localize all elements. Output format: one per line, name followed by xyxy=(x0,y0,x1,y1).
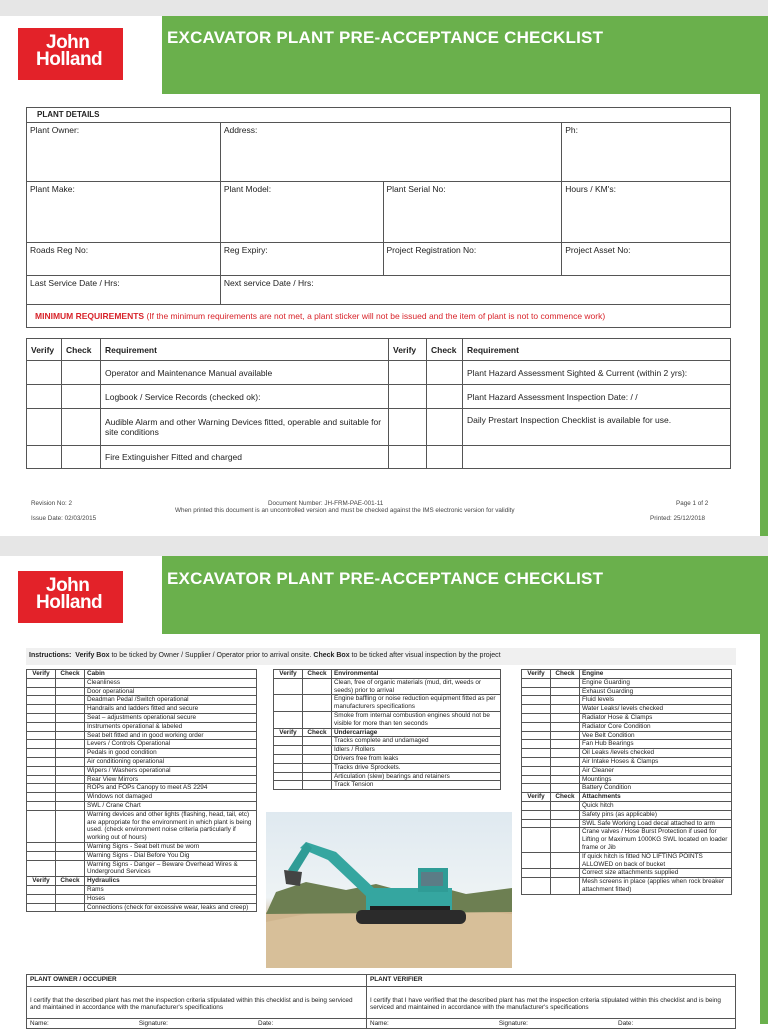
checklist-item: Seat belt fitted and in good working order xyxy=(85,731,257,740)
verify-box[interactable] xyxy=(27,696,56,705)
check-box[interactable] xyxy=(56,678,85,687)
check-box[interactable] xyxy=(56,793,85,802)
checklist-item: ROPs and FOPs Canopy to meet AS 2294 xyxy=(85,784,257,793)
header-green-bar xyxy=(162,556,760,634)
check-box[interactable] xyxy=(551,801,580,810)
checklist-row xyxy=(274,737,501,746)
check-box[interactable] xyxy=(303,763,332,772)
check-box[interactable] xyxy=(56,775,85,784)
checklist-row xyxy=(27,705,257,714)
check-box[interactable] xyxy=(56,784,85,793)
check-header: Check xyxy=(56,877,85,886)
verify-box[interactable] xyxy=(27,860,56,877)
check-box[interactable] xyxy=(56,903,85,912)
verify-box[interactable] xyxy=(27,713,56,722)
verify-box[interactable] xyxy=(389,361,427,385)
checklist-row xyxy=(274,772,501,781)
req-item: Fire Extinguisher Fitted and charged xyxy=(101,446,389,469)
verifier-certification: I certify that I have verified that the described plant has met the inspection criteria stipulated within this checklist and is being serviced and maintained in accordance with the manufacturer's specifications xyxy=(367,987,736,1019)
checklist-item: Fan Hub Bearings xyxy=(580,740,732,749)
check-box[interactable] xyxy=(56,749,85,758)
verify-box[interactable] xyxy=(27,784,56,793)
req-item xyxy=(463,446,731,469)
section-header-row xyxy=(522,793,732,802)
checklist-row xyxy=(27,860,257,877)
check-box[interactable] xyxy=(427,361,463,385)
checklist-item: Handrails and ladders fitted and secure xyxy=(85,705,257,714)
plant-make-field[interactable]: Plant Make: xyxy=(27,182,221,243)
check-box[interactable] xyxy=(56,713,85,722)
verify-box[interactable] xyxy=(522,696,551,705)
last-service-field[interactable]: Last Service Date / Hrs: xyxy=(27,276,221,305)
reg-expiry-field[interactable]: Reg Expiry: xyxy=(220,243,383,276)
printed-date: Printed: 25/12/2018 xyxy=(650,515,705,522)
checklist-row xyxy=(522,810,732,819)
verify-box[interactable] xyxy=(274,678,303,695)
checklist-item: SWL Safe Working Load decal attached to arm xyxy=(580,819,732,828)
check-box[interactable] xyxy=(303,746,332,755)
attachments-heading: Attachments xyxy=(580,793,732,802)
check-box[interactable] xyxy=(551,819,580,828)
undercarriage-heading: Undercarriage xyxy=(332,728,501,737)
checklist-item: Instruments operational & labeled xyxy=(85,722,257,731)
verify-box[interactable] xyxy=(522,731,551,740)
john-holland-logo: John Holland xyxy=(18,28,123,80)
right-green-edge xyxy=(760,556,768,1024)
issue-date: Issue Date: 02/03/2015 xyxy=(31,515,97,522)
uncontrolled-note: When printed this document is an uncontrolled version and must be checked against the IMS electronic version for validity xyxy=(175,507,515,514)
checklist-item: Articulation (slew) bearings and retainers xyxy=(332,772,501,781)
checklist-row xyxy=(27,885,257,894)
verify-box[interactable] xyxy=(522,687,551,696)
check-box[interactable] xyxy=(551,775,580,784)
verify-box[interactable] xyxy=(389,446,427,469)
checklist-row xyxy=(274,763,501,772)
checklist-item: Crane valves / Hose Burst Protection if used for Lifting or Maximum 1000KG SWL located on loader frame or Jib xyxy=(580,828,732,852)
checklist-row xyxy=(27,740,257,749)
check-box[interactable] xyxy=(56,851,85,860)
check-box[interactable] xyxy=(551,810,580,819)
verify-box[interactable] xyxy=(27,851,56,860)
check-box[interactable] xyxy=(551,757,580,766)
verify-box[interactable] xyxy=(27,385,62,409)
check-box[interactable] xyxy=(56,860,85,877)
checklist-item: Air Cleaner xyxy=(580,766,732,775)
check-box[interactable] xyxy=(62,446,101,469)
excavator-photo xyxy=(266,812,512,968)
verify-box[interactable] xyxy=(27,810,56,842)
check-box[interactable] xyxy=(551,749,580,758)
verify-box[interactable] xyxy=(274,772,303,781)
verify-header: Verify xyxy=(274,670,303,679)
check-header: Check xyxy=(427,339,463,361)
check-box[interactable] xyxy=(551,705,580,714)
checklist-row xyxy=(522,766,732,775)
checklist-row xyxy=(27,696,257,705)
checklist-row xyxy=(522,869,732,878)
checklist-row xyxy=(27,775,257,784)
checklist-item: Wipers / Washers operational xyxy=(85,766,257,775)
check-box[interactable] xyxy=(56,705,85,714)
verify-box[interactable] xyxy=(522,740,551,749)
verify-header: Verify xyxy=(274,728,303,737)
checklist-row xyxy=(274,746,501,755)
checklist-row xyxy=(522,852,732,869)
verify-box[interactable] xyxy=(27,757,56,766)
check-box[interactable] xyxy=(56,885,85,894)
verify-box[interactable] xyxy=(27,801,56,810)
checklist-item: Safety pins (as applicable) xyxy=(580,810,732,819)
checklist-row xyxy=(27,766,257,775)
verify-box[interactable] xyxy=(27,775,56,784)
checklist-row xyxy=(27,687,257,696)
checklist-row xyxy=(27,757,257,766)
verify-box[interactable] xyxy=(522,784,551,793)
check-box[interactable] xyxy=(303,772,332,781)
check-box[interactable] xyxy=(551,713,580,722)
check-box[interactable] xyxy=(56,801,85,810)
verify-header: Verify xyxy=(27,877,56,886)
check-box[interactable] xyxy=(303,695,332,712)
check-header: Check xyxy=(303,728,332,737)
check-box[interactable] xyxy=(56,894,85,903)
verify-header: Verify xyxy=(522,670,551,679)
check-box[interactable] xyxy=(62,361,101,385)
checklist-item: Fluid levels xyxy=(580,696,732,705)
checklist-row xyxy=(522,819,732,828)
document-number: Document Number: JH-FRM-PAE-001-11 xyxy=(268,500,384,507)
checklist-row xyxy=(27,784,257,793)
checklist-item: Idlers / Rollers xyxy=(332,746,501,755)
verify-box[interactable] xyxy=(522,766,551,775)
check-box[interactable] xyxy=(303,711,332,728)
requirement-header: Requirement xyxy=(463,339,731,361)
page-title: EXCAVATOR PLANT PRE-ACCEPTANCE CHECKLIST xyxy=(167,569,604,588)
check-box[interactable] xyxy=(427,409,463,446)
checklist-item: Levers / Controls Operational xyxy=(85,740,257,749)
verifier-heading: PLANT VERIFIER xyxy=(367,975,736,987)
checklist-row xyxy=(27,749,257,758)
checklist-item: Air Intake Hoses & Clamps xyxy=(580,757,732,766)
check-box[interactable] xyxy=(56,687,85,696)
req-item: Operator and Maintenance Manual available xyxy=(101,361,389,385)
check-header: Check xyxy=(551,670,580,679)
checklist-item: Oil Leaks /levels checked xyxy=(580,749,732,758)
checklist-item: Pedals in good condition xyxy=(85,749,257,758)
checklist-item: Tracks complete and undamaged xyxy=(332,737,501,746)
checklist-item: Vee Belt Condition xyxy=(580,731,732,740)
check-box[interactable] xyxy=(62,409,101,446)
check-box[interactable] xyxy=(551,722,580,731)
check-box[interactable] xyxy=(56,722,85,731)
verify-box[interactable] xyxy=(274,781,303,790)
checklist-row xyxy=(274,754,501,763)
project-reg-field[interactable]: Project Registration No: xyxy=(383,243,562,276)
check-box[interactable] xyxy=(551,869,580,878)
verify-box[interactable] xyxy=(27,722,56,731)
checklist-row xyxy=(27,731,257,740)
checklist-row xyxy=(27,903,257,912)
engine-heading: Engine xyxy=(580,670,732,679)
check-header: Check xyxy=(303,670,332,679)
check-box[interactable] xyxy=(303,754,332,763)
verify-header: Verify xyxy=(389,339,427,361)
checklist-row xyxy=(27,810,257,842)
verify-box[interactable] xyxy=(522,801,551,810)
verify-box[interactable] xyxy=(389,409,427,446)
checklist-row xyxy=(522,705,732,714)
check-header: Check xyxy=(551,793,580,802)
revision-no: Revision No: 2 xyxy=(31,500,72,507)
verify-box[interactable] xyxy=(522,722,551,731)
verify-box[interactable] xyxy=(522,775,551,784)
checklist-item: Air conditioning operational xyxy=(85,757,257,766)
check-box[interactable] xyxy=(551,852,580,869)
verify-box[interactable] xyxy=(27,446,62,469)
address-field[interactable]: Address: xyxy=(220,123,561,182)
environmental-heading: Environmental xyxy=(332,670,501,679)
owner-heading: PLANT OWNER / OCCUPIER xyxy=(27,975,367,987)
top-gray-band xyxy=(0,0,768,16)
req-item: Audible Alarm and other Warning Devices fitted, operable and suitable for site conditions xyxy=(101,409,389,446)
verify-box[interactable] xyxy=(27,731,56,740)
verify-box[interactable] xyxy=(522,869,551,878)
checklist-row xyxy=(522,713,732,722)
verifier-sign-row[interactable]: Name: Signature: Date: xyxy=(367,1019,736,1029)
check-box[interactable] xyxy=(551,687,580,696)
check-box[interactable] xyxy=(56,696,85,705)
checklist-row xyxy=(27,842,257,851)
plant-details-heading: PLANT DETAILS xyxy=(27,108,731,123)
checklist-item: Warning devices and other lights (flashing, head, tail, etc) are appropriate for the environment in which plant is being used. (check environment noise criteria particularly if working out of hours) xyxy=(85,810,257,842)
checklist-item: Mesh screens in place (applies when rock breaker attachment fitted) xyxy=(580,878,732,895)
checklist-row xyxy=(27,801,257,810)
hours-field[interactable]: Hours / KM's: xyxy=(562,182,731,243)
verify-box[interactable] xyxy=(274,763,303,772)
check-box[interactable] xyxy=(303,781,332,790)
checklist-row xyxy=(27,894,257,903)
req-item: Daily Prestart Inspection Checklist is available for use. xyxy=(463,409,731,446)
checklist-item: Track Tension xyxy=(332,781,501,790)
check-box[interactable] xyxy=(56,810,85,842)
engine-attachments-table xyxy=(521,669,732,895)
checklist-item: Rams xyxy=(85,885,257,894)
checklist-row xyxy=(522,731,732,740)
verify-box[interactable] xyxy=(27,361,62,385)
page-title: EXCAVATOR PLANT PRE-ACCEPTANCE CHECKLIST xyxy=(167,28,604,47)
verify-box[interactable] xyxy=(522,749,551,758)
check-box[interactable] xyxy=(551,766,580,775)
checklist-item: Radiator Hose & Clamps xyxy=(580,713,732,722)
req-item: Logbook / Service Records (checked ok): xyxy=(101,385,389,409)
checklist-row xyxy=(522,784,732,793)
checklist-item: Warning Signs - Seat belt must be worn xyxy=(85,842,257,851)
checklist-row xyxy=(27,793,257,802)
section-header-row xyxy=(27,877,257,886)
check-box[interactable] xyxy=(427,385,463,409)
checklist-item: Water Leaks/ levels checked xyxy=(580,705,732,714)
next-service-field[interactable]: Next service Date / Hrs: xyxy=(220,276,730,305)
checklist-row xyxy=(274,695,501,712)
checklist-item: If quick hitch is fitted NO LIFTING POINTS ALLOWED on back of bucket xyxy=(580,852,732,869)
verify-box[interactable] xyxy=(522,757,551,766)
checklist-item: Mountings xyxy=(580,775,732,784)
checklist-item: Correct size attachments supplied xyxy=(580,869,732,878)
page-gap-band xyxy=(0,536,768,556)
john-holland-logo: John Holland xyxy=(18,571,123,623)
signoff-table xyxy=(26,974,736,1029)
check-box[interactable] xyxy=(56,766,85,775)
check-box[interactable] xyxy=(56,757,85,766)
plant-details-table xyxy=(26,107,731,328)
verify-box[interactable] xyxy=(27,678,56,687)
requirements-table xyxy=(26,338,731,469)
verify-box[interactable] xyxy=(389,385,427,409)
checklist-row xyxy=(522,757,732,766)
checklist-row xyxy=(522,801,732,810)
checklist-item: Battery Condition xyxy=(580,784,732,793)
checklist-item: Rear View Mirrors xyxy=(85,775,257,784)
checklist-item: Warning Signs - Dial Before You Dig xyxy=(85,851,257,860)
verify-box[interactable] xyxy=(522,678,551,687)
minimum-requirements: MINIMUM REQUIREMENTS (If the minimum requirements are not met, a plant sticker will not be issued and the item of plant is not to commence work) xyxy=(27,305,731,328)
checklist-row xyxy=(27,851,257,860)
checklist-item: Windows not damaged xyxy=(85,793,257,802)
verify-box[interactable] xyxy=(522,852,551,869)
verify-box[interactable] xyxy=(27,793,56,802)
right-green-edge xyxy=(760,16,768,536)
checklist-row xyxy=(522,722,732,731)
verify-box[interactable] xyxy=(27,903,56,912)
verify-box[interactable] xyxy=(522,705,551,714)
checklist-row xyxy=(522,687,732,696)
checklist-item: Quick hitch xyxy=(580,801,732,810)
verify-header: Verify xyxy=(522,793,551,802)
checklist-row xyxy=(27,678,257,687)
verify-box[interactable] xyxy=(27,749,56,758)
checklist-item: Cleanliness xyxy=(85,678,257,687)
checklist-item: Warning Signs - Danger – Beware Overhead Wires & Underground Services xyxy=(85,860,257,877)
cabin-hydraulics-table xyxy=(26,669,257,912)
instructions-bar: Instructions: Verify Box to be ticked by Owner / Supplier / Operator prior to arrival onsite. Check Box to be ticked after visual inspection by the project xyxy=(26,648,736,665)
check-box[interactable] xyxy=(303,737,332,746)
checklist-item: Engine Guarding xyxy=(580,678,732,687)
verify-header: Verify xyxy=(27,339,62,361)
checklist-row xyxy=(522,749,732,758)
verify-box[interactable] xyxy=(27,705,56,714)
check-box[interactable] xyxy=(56,731,85,740)
check-box[interactable] xyxy=(551,696,580,705)
requirement-header: Requirement xyxy=(101,339,389,361)
checklist-row xyxy=(522,828,732,852)
check-box[interactable] xyxy=(427,446,463,469)
verify-box[interactable] xyxy=(522,713,551,722)
hydraulics-heading: Hydraulics xyxy=(85,877,257,886)
checklist-item: SWL / Crane Chart xyxy=(85,801,257,810)
checklist-row xyxy=(522,696,732,705)
verify-box[interactable] xyxy=(27,885,56,894)
owner-certification: I certify that the described plant has met the inspection criteria stipulated within this checklist and is being serviced and maintained in accordance with the manufacturer's specifications xyxy=(27,987,367,1019)
checklist-item: Tracks drive Sprockets. xyxy=(332,763,501,772)
verify-box[interactable] xyxy=(27,740,56,749)
verify-box[interactable] xyxy=(27,409,62,446)
check-box[interactable] xyxy=(551,878,580,895)
check-box[interactable] xyxy=(56,842,85,851)
verify-box[interactable] xyxy=(27,687,56,696)
check-header: Check xyxy=(62,339,101,361)
verify-box[interactable] xyxy=(274,695,303,712)
checklist-row xyxy=(522,740,732,749)
environmental-undercarriage-table xyxy=(273,669,501,790)
checklist-item: Drivers free from leaks xyxy=(332,754,501,763)
checklist-item: Deadman Pedal /Switch operational xyxy=(85,696,257,705)
check-box[interactable] xyxy=(56,740,85,749)
check-box[interactable] xyxy=(551,828,580,852)
checklist-row xyxy=(27,722,257,731)
verify-box[interactable] xyxy=(274,711,303,728)
req-item: Plant Hazard Assessment Sighted & Current (within 2 yrs): xyxy=(463,361,731,385)
checklist-row xyxy=(274,678,501,695)
check-box[interactable] xyxy=(551,678,580,687)
req-item: Plant Hazard Assessment Inspection Date: / / xyxy=(463,385,731,409)
verify-box[interactable] xyxy=(27,766,56,775)
checklist-item: Connections (check for excessive wear, leaks and creep) xyxy=(85,903,257,912)
checklist-row xyxy=(274,711,501,728)
verify-box[interactable] xyxy=(522,828,551,852)
asset-no-field[interactable]: Project Asset No: xyxy=(562,243,731,276)
phone-field[interactable]: Ph: xyxy=(562,123,731,182)
checklist-item: Hoses xyxy=(85,894,257,903)
checklist-row xyxy=(27,713,257,722)
plant-owner-field[interactable]: Plant Owner: xyxy=(27,123,221,182)
verify-header: Verify xyxy=(27,670,56,679)
verify-box[interactable] xyxy=(522,878,551,895)
verify-box[interactable] xyxy=(274,746,303,755)
verify-box[interactable] xyxy=(522,819,551,828)
check-box[interactable] xyxy=(551,784,580,793)
section-header-row xyxy=(274,728,501,737)
checklist-row xyxy=(522,878,732,895)
checklist-row xyxy=(522,775,732,784)
checklist-item: Engine baffling or noise reduction equipment fitted as per manufacturers specifications xyxy=(332,695,501,712)
check-box[interactable] xyxy=(62,385,101,409)
owner-sign-row[interactable]: Name: Signature: Date: xyxy=(27,1019,367,1029)
check-box[interactable] xyxy=(551,740,580,749)
check-box[interactable] xyxy=(551,731,580,740)
checklist-item: Clean, free of organic materials (mud, dirt, weeds or seeds) prior to arrival xyxy=(332,678,501,695)
rego-field[interactable]: Roads Reg No: xyxy=(27,243,221,276)
verify-box[interactable] xyxy=(27,842,56,851)
plant-model-field[interactable]: Plant Model: xyxy=(220,182,383,243)
cabin-heading: Cabin xyxy=(85,670,257,679)
checklist-item: Door operational xyxy=(85,687,257,696)
checklist-item: Radiator Core Condition xyxy=(580,722,732,731)
checklist-row xyxy=(522,678,732,687)
plant-serial-field[interactable]: Plant Serial No: xyxy=(383,182,562,243)
checklist-item: Seat – adjustments operational secure xyxy=(85,713,257,722)
page-number: Page 1 of 2 xyxy=(676,500,709,507)
verify-box[interactable] xyxy=(27,894,56,903)
checklist-row xyxy=(274,781,501,790)
verify-box[interactable] xyxy=(274,737,303,746)
verify-box[interactable] xyxy=(274,754,303,763)
check-box[interactable] xyxy=(303,678,332,695)
checklist-item: Smoke from internal combustion engines should not be visible for more than ten seconds xyxy=(332,711,501,728)
check-header: Check xyxy=(56,670,85,679)
verify-box[interactable] xyxy=(522,810,551,819)
checklist-item: Exhaust Guarding xyxy=(580,687,732,696)
